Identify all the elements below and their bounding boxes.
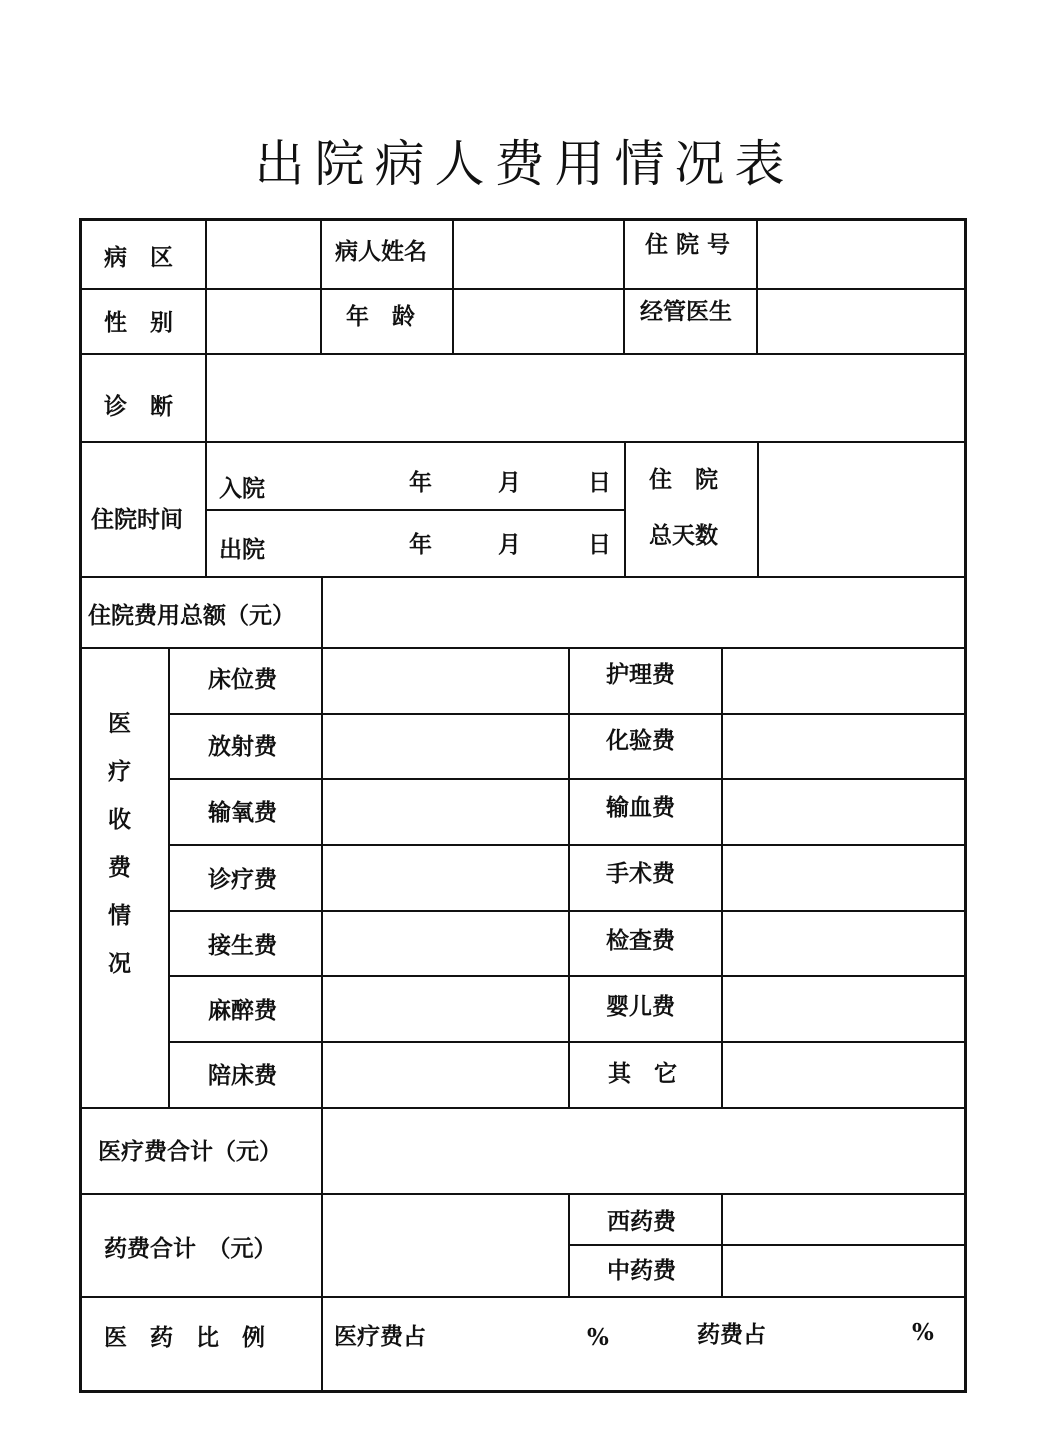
fee-label-other: 其 它 [608,1060,677,1087]
fee-field-surgery[interactable] [723,846,964,909]
label-patient-name: 病人姓名 [335,238,427,265]
row-divider [206,509,624,511]
fee-label-exam: 检查费 [606,927,675,954]
drug-share-field[interactable] [780,1310,905,1350]
western-drug-field[interactable] [723,1195,964,1243]
label-total-cost: 住院费用总额（元） [88,602,295,629]
label-drug-share: 药费占 [697,1321,766,1348]
row-divider [79,1296,967,1298]
age-field[interactable] [454,290,622,352]
label-discharge-year: 年 [409,531,432,558]
section-char: 情 [108,902,131,929]
fee-field-exam[interactable] [723,912,964,974]
fee-label-lab: 化验费 [606,727,675,754]
label-western-drug: 西药费 [607,1208,676,1235]
medical-subtotal-field[interactable] [323,1109,964,1192]
label-drug-subtotal: 药费合计 （元） [104,1235,277,1262]
doctor-field[interactable] [758,290,964,352]
col-divider [623,218,625,353]
col-divider [568,1193,570,1296]
chinese-drug-field[interactable] [723,1246,964,1295]
fee-label-bed: 床位费 [208,666,277,693]
label-stay-time: 住院时间 [91,506,183,533]
fee-label-nursing: 护理费 [606,661,675,688]
label-sex: 性 别 [104,309,173,336]
label-ward: 病 区 [104,244,173,271]
fee-field-nursing[interactable] [723,649,964,712]
fee-field-treatment[interactable] [323,846,567,909]
fee-field-blood[interactable] [723,780,964,843]
patient-name-field[interactable] [454,220,622,287]
label-total-days-1: 住 院 [649,466,718,493]
fee-field-escort[interactable] [323,1043,567,1106]
section-char: 况 [108,950,131,977]
label-discharge: 出院 [219,536,265,563]
col-divider [624,441,626,576]
fee-label-radiology: 放射费 [208,733,277,760]
label-medical-subtotal: 医疗费合计（元） [98,1138,282,1165]
hospital-no-field[interactable] [758,220,964,287]
label-admit-year: 年 [409,469,432,496]
label-discharge-month: 月 [498,531,521,558]
section-char: 疗 [108,758,131,785]
label-admit: 入院 [219,475,265,502]
fee-field-infant[interactable] [723,977,964,1040]
label-admit-day: 日 [588,469,611,496]
total-cost-field[interactable] [323,578,964,646]
fee-field-oxygen[interactable] [323,780,567,843]
fee-field-lab[interactable] [723,715,964,777]
fee-label-escort: 陪床费 [208,1062,277,1089]
medical-share-field[interactable] [440,1310,580,1350]
diagnosis-field[interactable] [207,355,964,440]
label-medical-share: 医疗费占 [334,1323,426,1350]
ward-field[interactable] [207,220,319,287]
label-hospital-no: 住院号 [645,231,738,258]
fee-label-blood: 输血费 [606,794,675,821]
fee-field-other[interactable] [723,1043,964,1106]
fee-label-anesthesia: 麻醉费 [208,997,277,1024]
label-drug-percent: % [912,1319,934,1346]
section-char: 医 [108,710,131,737]
label-admit-month: 月 [498,469,521,496]
section-char: 收 [108,806,131,833]
fee-label-delivery: 接生费 [208,932,277,959]
col-divider [568,647,570,1107]
col-divider [320,218,322,353]
label-chinese-drug: 中药费 [607,1257,676,1284]
form-title: 出院病人费用情况表 [254,135,795,193]
label-discharge-day: 日 [588,531,611,558]
fee-label-treatment: 诊疗费 [208,866,277,893]
fee-label-oxygen: 输氧费 [208,799,277,826]
fee-field-delivery[interactable] [323,912,567,974]
medical-section-label [108,712,138,975]
label-diagnosis: 诊 断 [104,393,173,420]
total-days-field[interactable] [759,443,964,575]
label-ratio: 医 药 比 例 [104,1324,265,1351]
fee-field-radiology[interactable] [323,715,567,777]
col-divider [168,647,170,1107]
drug-subtotal-field[interactable] [323,1195,567,1295]
fee-field-bed[interactable] [323,649,567,712]
fee-label-infant: 婴儿费 [606,993,675,1020]
section-char: 费 [108,854,131,881]
label-doctor: 经管医生 [640,298,732,325]
fee-label-surgery: 手术费 [606,860,675,887]
sex-field[interactable] [207,290,319,352]
label-medical-percent: % [587,1324,609,1351]
fee-field-anesthesia[interactable] [323,977,567,1040]
label-total-days-2: 总天数 [649,522,718,549]
label-age: 年 龄 [346,303,415,330]
